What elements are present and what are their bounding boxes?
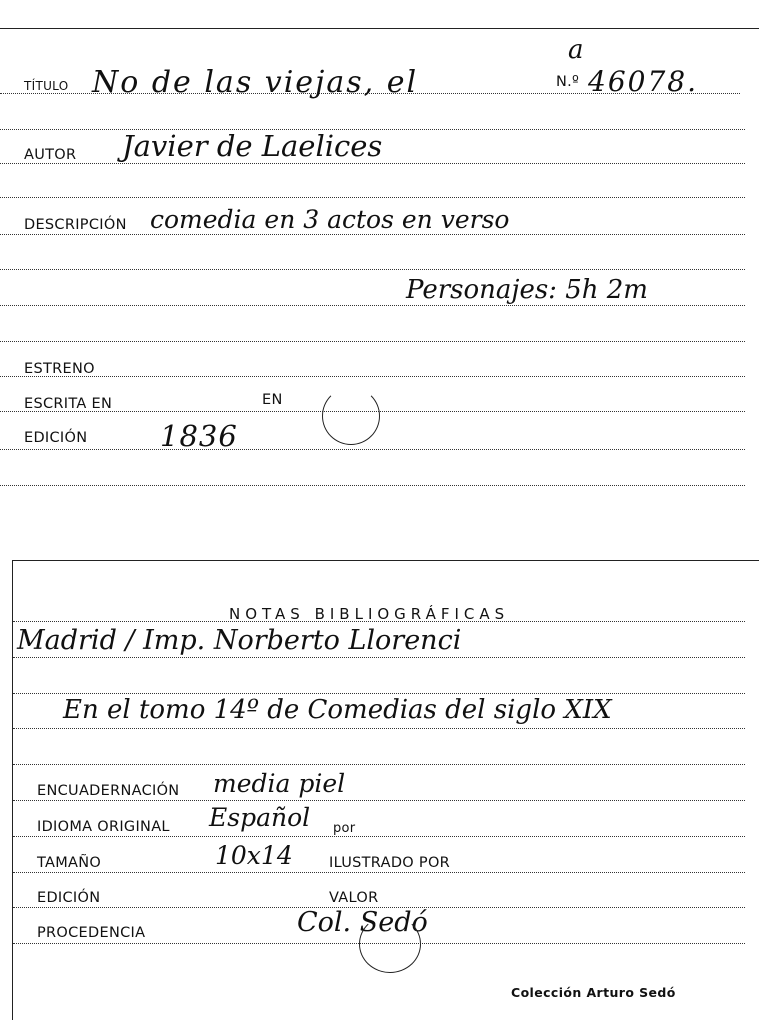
ruled-line (0, 376, 745, 377)
ruled-line (13, 800, 745, 801)
ruled-line (13, 657, 745, 658)
valor-label: VALOR (329, 890, 379, 906)
collection-credit: Colección Arturo Sedó (511, 985, 676, 1000)
ruled-line (0, 341, 745, 342)
por-label: por (333, 821, 356, 836)
descripcion-value: comedia en 3 actos en verso (150, 205, 510, 234)
encuadernacion-label: ENCUADERNACIÓN (37, 783, 180, 799)
ruled-line (0, 197, 745, 198)
tamano-value: 10x14 (215, 841, 293, 870)
ilustrado-label: ILUSTRADO POR (329, 855, 451, 871)
seal-stamp (322, 387, 380, 445)
procedencia-value: Col. Sedó (297, 907, 428, 938)
ruled-line (0, 234, 745, 235)
numero-superscript: a (568, 35, 584, 65)
seal-stamp (359, 915, 421, 973)
autor-value: Javier de Laelices (122, 129, 383, 163)
encuadernacion-value: media piel (213, 769, 346, 798)
en-label: EN (262, 392, 283, 408)
notas-line-2: En el tomo 14º de Comedias del siglo XIX (63, 695, 612, 725)
numero-label: N.º (556, 74, 580, 90)
procedencia-label: PROCEDENCIA (37, 925, 146, 941)
tamano-label: TAMAÑO (37, 855, 102, 871)
notas-line-1: Madrid / Imp. Norberto Llorenci (17, 625, 462, 656)
descripcion-label: DESCRIPCIÓN (24, 217, 127, 233)
edicion-label: EDICIÓN (24, 430, 88, 446)
ruled-line (0, 449, 745, 450)
titulo-label: TÍTULO (24, 79, 69, 93)
ruled-line (13, 872, 745, 873)
numero-value: 46078. (588, 65, 698, 98)
idioma-label: IDIOMA ORIGINAL (37, 819, 170, 835)
ruled-line (13, 693, 745, 694)
notas-title: NOTAS BIBLIOGRÁFICAS (229, 605, 510, 623)
estreno-label: ESTRENO (24, 361, 95, 377)
ruled-line (13, 728, 745, 729)
ruled-line (13, 764, 745, 765)
edicion-value: 1836 (160, 419, 238, 453)
ruled-line (0, 305, 745, 306)
ruled-line (0, 269, 745, 270)
autor-label: AUTOR (24, 147, 77, 163)
ruled-line (0, 163, 745, 164)
catalog-card-back (12, 560, 759, 1020)
personajes-value: Personajes: 5h 2m (406, 275, 648, 305)
escrita-label: ESCRITA EN (24, 396, 113, 412)
idioma-value: Español (209, 803, 311, 832)
ruled-line (13, 836, 745, 837)
catalog-card-front (0, 28, 759, 494)
titulo-value: No de las viejas, el (92, 65, 419, 100)
ruled-line (0, 485, 745, 486)
edicion-label-bottom: EDICIÓN (37, 890, 101, 906)
